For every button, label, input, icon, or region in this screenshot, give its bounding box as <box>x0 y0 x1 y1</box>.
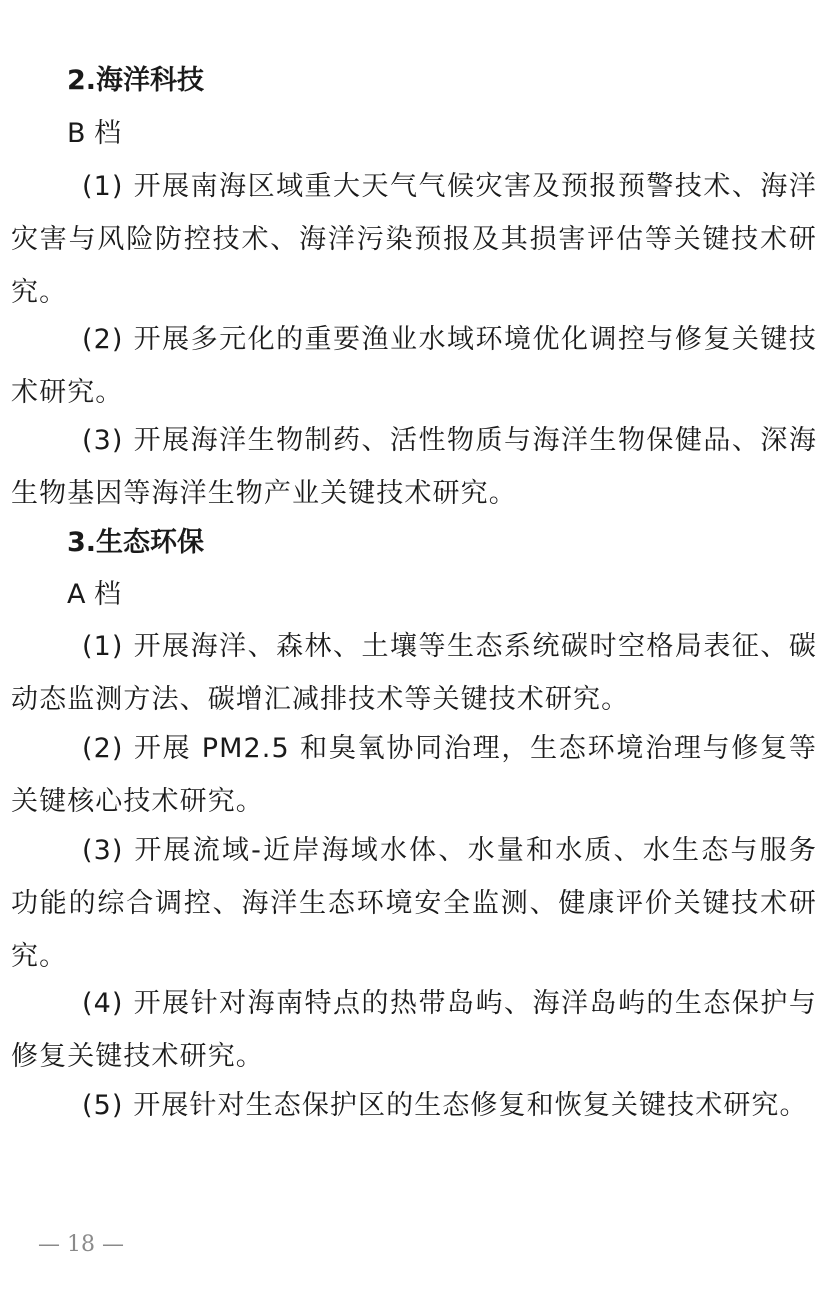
eco-item-5: (5) 开展针对生态保护区的生态修复和恢复关键技术研究。 <box>82 1090 808 1121</box>
grade-label-b: B 档 <box>67 118 122 149</box>
ocean-item-2: (2) 开展多元化的重要渔业水域环境优化调控与修复关键技术研究。 <box>11 324 817 408</box>
section-heading-ocean-tech: 2.海洋科技 <box>67 65 205 96</box>
eco-item-3: (3) 开展流域-近岸海域水体、水量和水质、水生态与服务功能的综合调控、海洋生态环境安全监测、健康评价关键技术研究。 <box>11 835 817 972</box>
grade-label-a: A 档 <box>67 579 122 610</box>
ocean-item-1: (1) 开展南海区域重大天气气候灾害及预报预警技术、海洋灾害与风险防控技术、海洋污染预报及其损害评估等关键技术研究。 <box>11 171 817 308</box>
eco-item-1: (1) 开展海洋、森林、土壤等生态系统碳时空格局表征、碳动态监测方法、碳增汇减排技术等关键技术研究。 <box>11 631 817 715</box>
ocean-item-3: (3) 开展海洋生物制药、活性物质与海洋生物保健品、深海生物基因等海洋生物产业关键技术研究。 <box>11 425 817 509</box>
section-heading-eco-env: 3.生态环保 <box>67 527 205 558</box>
eco-item-2: (2) 开展 PM2.5 和臭氧协同治理，生态环境治理与修复等关键核心技术研究。 <box>11 733 817 817</box>
eco-item-4: (4) 开展针对海南特点的热带岛屿、海洋岛屿的生态保护与修复关键技术研究。 <box>11 988 817 1072</box>
page-number: — 18 — <box>38 1232 124 1257</box>
